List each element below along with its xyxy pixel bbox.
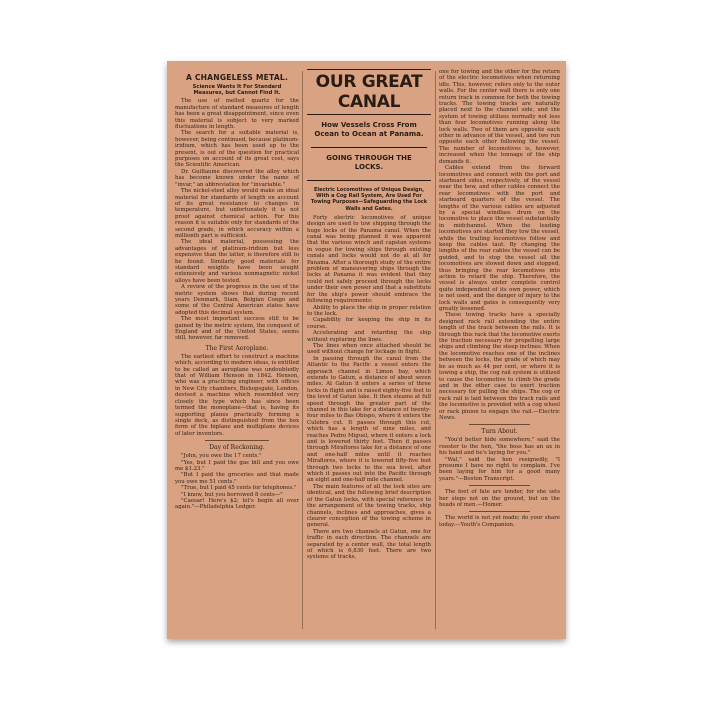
divider [205,440,269,441]
lede-electric-locomotives: Electric Locomotives of Unique Design, With a Cog Rail System, Are Used For Towing Purposes—Safeguarding the Lock Walls and Gates. [307,180,431,212]
divider [469,485,530,486]
paragraph: The main features of all the lock sites are identical, and the following brief description of the Gatun locks, with special reference to the arrangement of the towing tracks, ship channels, inclines and approaches, gives a clearer conception of the towing scheme in general. [307,483,431,529]
paragraph: Forty electric locomotives of unique design are used to tow shipping through the huge locks of the Panama canal. When the canal was being planned it was apparent that the various winch and capstan systems in vogue for towing ships through existing canals and locks would not do at all for Panama. After a thorough study of the entire problem of maneuvering ships through the locks at Panama it was evident that they could not safely proceed through the locks under their own power and that a substitute for the ship's power should embrace the following requirements: [307,214,431,305]
headline-turn-about: Turn About. [481,428,518,436]
headline-first-aeroplane: The First Aeroplane. [205,344,269,352]
paragraph: There are two channels at Gatun, one for traffic in each direction. The channels are separated by a center wall, the total length of which is 6,830 feet. There are two systems of tracks, [307,528,431,561]
paragraph: "Wal," said the hen resignedly, "I presume I have no right to complain. I've been laying for him for a good many years."—Boston Transcript. [439,456,560,482]
paragraph: one for towing and the other for the return of the electric locomotives when returning idle. This, however, refers only to the outer walls. For the center wall there is only one return track in common for both the towing tracks. The towing tracks are naturally placed next to the channel side, and the system of towing utilizes normally not less than four locomotives running along the lock walls. Two of them are opposite each other in advance of the vessel, and two run opposite each other following the vessel. The number of locomotives is, however, increased when the tonnage of the ship demands it. [439,69,560,165]
column-1 [175,69,299,511]
paragraph: Accelerating and retarding the ship without rupturing the lines. [307,330,431,343]
paragraph: A review of the progress in the use of the metric system shows that during recent years Denmark, Siam, Belgian Congo and some of the Central American states have adopted this decimal system. [175,284,299,316]
paragraph: The world is not yet made; do your share today.—Youth's Companion. [439,515,560,528]
paragraph: Cables extend from the forward locomotives and connect with the port and starboard sides, respectively, of the vessel near the bow, and other cables connect the rear locomotives with the port and starboard quarters of the vessel. The lengths of the various cables are adjusted by a special windlass drum on the locomotive to place the vessel substantially in midchannel. When the leading locomotives are started they tow the vessel, while the trailing locomotives follow and keep the cables taut. By changing the lengths of the rear cables the vessel can be guided, and to stop the vessel all the locomotives are slowed down and stopped, thus bringing the rear locomotives into action to retard the ship. Therefore, the vessel is always under complete control quite independent of its own power, which is not used, and the danger of injury to the lock walls and gates is consequently very greatly lessened. [439,165,560,313]
deck-going-through-locks: GOING THROUGH THE LOCKS. [311,147,427,172]
paragraph: The lines when once attached should be used without change for lockage in flight. [307,342,431,356]
headline-our-great-canal: OUR GREAT CANAL [307,69,431,115]
paragraph: The nickel-steel alloy would make an ideal material for standards of length on account of its great resistance to changes in temperature, but unfortunately it is not proof against chemical action. For this reason it is suitable only for standards of the second grade, in which accuracy within a millionth part is sufficient. [175,188,299,239]
paragraph: "I know, but you borrowed 8 cents—" [181,491,283,498]
headline-changeless-metal: A CHANGELESS METAL. [185,73,289,82]
paragraph: "You'd better hide somewhere," said the rooster to the hen, "the boss has an ax in his hand and he's laying for you." [439,437,560,457]
divider [469,424,530,425]
paragraph: Ability to place the ship in proper relation to the lock. [307,304,431,317]
divider [469,511,530,512]
paragraph: The ideal material, possessing the advantages of platinum-iridium but less expensive than the latter, is therefore still to be found. Similarly good materials for standard weights have been sought extensively and various nonmagnetic nickel alloys have been tested. [175,239,299,284]
column-rule [302,71,303,629]
newspaper-page [167,61,566,639]
paragraph: The use of melted quartz for the manufacture of standard measures of length has been a great disappointment, since even this material is subject to very marked fluctuations in length. [175,98,299,131]
headline-day-of-reckoning: Day of Reckoning. [209,444,265,452]
column-2 [307,69,431,561]
paragraph: "Yes, but I paid the gas bill and you owe me $1.23." [175,459,299,472]
paragraph: "John, you owe the 17 cents." [181,453,262,460]
paragraph: The feet of fate are tender, for she sets her steps not on the ground, but on the heads of men.—Homer. [439,489,560,508]
paragraph: Capability for keeping the ship in its course. [307,317,431,330]
subhead-changeless-metal: Science Wants It For Standard Measures, but Cannot Find It. [192,84,282,97]
paragraph: "But I paid the groceries and that made you owe me 51 cents." [175,472,299,485]
paragraph: "Caesar! Here's $2; let's begin all over again."—Philadelphia Ledger. [175,497,299,511]
paragraph: The most important success still to be gained by the metric system, the conquest of England and of the United States, seems still, however, far removed. [175,316,299,342]
paragraph: "True, but I paid 45 cents for telephones." [181,485,297,492]
column-3 [439,69,560,528]
paragraph: The earliest effort to construct a machine which, according to modern ideas, is entitled to be called an aeroplane was undoubtedly that of William Henson in 1842. Henson, who was a practicing engineer, with offices in New City chambers, Bishopsgate, London, devised a machine which resembled very closely the type which has since been termed the monoplane—that is, having its supporting planes practically forming a single deck, as distinguished from the box form of the biplane and multiplane devices of later inventors. [175,353,299,437]
paragraph: These towing tracks have a specially designed rack rail extending the entire length of the track between the rails. It is through this rack that the locomotive exerts the traction necessary for propelling large ships and climbing the steep inclines. When the locomotive reaches one of the inclines between the locks, the grade of which may be as much as 44 per cent, or where it is towing a ship, the cog rail system is utilized to cause the locomotive to climb the grade and in the other case to exert traction necessary for pulling the ships. The cog or rack rail is laid between the track rails and the locomotive is provided with a cog wheel or rack pinion to engage the rail.—Electric News. [439,312,560,421]
paragraph: The search for a suitable material is, however, being continued, because platinum-iridium, which has been used up to the present, is out of the question for practical purposes on account of its great cost, says the Scientific American. [175,130,299,169]
deck-how-vessels-cross: How Vessels Cross From Ocean to Ocean at Panama. [314,121,424,138]
paragraph: Dr. Guillaume discovered the alloy which has become known under the name of "invar," an abbreviation for "invariable." [175,168,299,188]
paragraph: In passing through the canal from the Atlantic to the Pacific a vessel enters the approach channel in Limon bay, which extends to Gatun, a distance of about seven miles. At Gatun it enters a series of three locks in flight and is raised eighty-five feet to the level of Gatun lake. It then steams at full speed through the greater part of the channel in this lake for a distance of twenty-four miles to Bas Obispo, where it enters the Culebra cut. It passes through this cut, which has a length of nine miles, and reaches Pedro Miguel, where it enters a lock and is lowered thirty feet. Then it passes through Miraflores lake for a distance of one and one-half miles until it reaches Miraflores, where it is lowered fifty-five feet through two locks to the sea level, after which it passes out into the Pacific through an eight and one-half mile channel. [307,355,431,484]
column-rule [435,71,436,629]
